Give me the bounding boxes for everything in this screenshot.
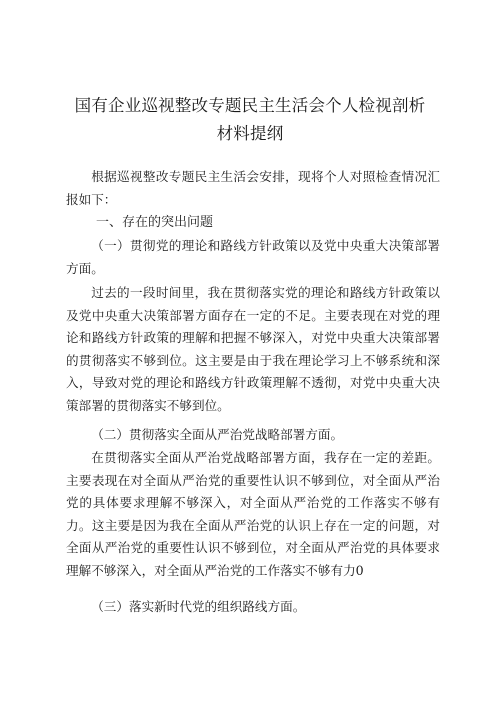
subsection-body-2: 在贯彻落实全面从严治党战略部署方面，我存在一定的差距。主要表现在对全面从严治党的重要性认识不够到位，对全面从严治党的具体要求理解不够深入，对全面从严治党的工作落实不够有力。这主要是因为我在全面从严治党的认识上存在一定的问题，对全面从严治党的重要性认识不够到位，对全面从严治党的具体要求理解不够深入，对全面从严治党的工作落实不够有力0	[66, 450, 440, 578]
subsection-heading-2: （二）贯彻落实全面从严治党战略部署方面。	[91, 427, 344, 442]
subsection-heading-1: （一）贯彻党的理论和路线方针政策以及党中央重大决策部署方面。	[66, 238, 440, 276]
document-title: 国有企业巡视整改专题民主生活会个人检视剖析材料提纲	[74, 96, 426, 143]
section-heading-problems: 一、存在的突出问题	[96, 215, 214, 230]
subsection-body-1: 过去的一段时间里，我在贯彻落实党的理论和路线方针政策以及党中央重大决策部署方面存在一定的不足。主要表现在对党的理论和路线方针政策的理解和把握不够深入，对党中央重大决策部署的贯彻落实不够到位。这主要是由于我在理论学习上不够系统和深入，导致对党的理论和路线方针政策理解不透彻，对党中央重大决策部署的贯彻落实不够到位。	[66, 285, 440, 413]
intro-paragraph: 根据巡视整改专题民主生活会安排，现将个人对照检查情况汇报如下：	[66, 169, 440, 207]
subsection-heading-3: （三）落实新时代党的组织路线方面。	[91, 599, 306, 614]
